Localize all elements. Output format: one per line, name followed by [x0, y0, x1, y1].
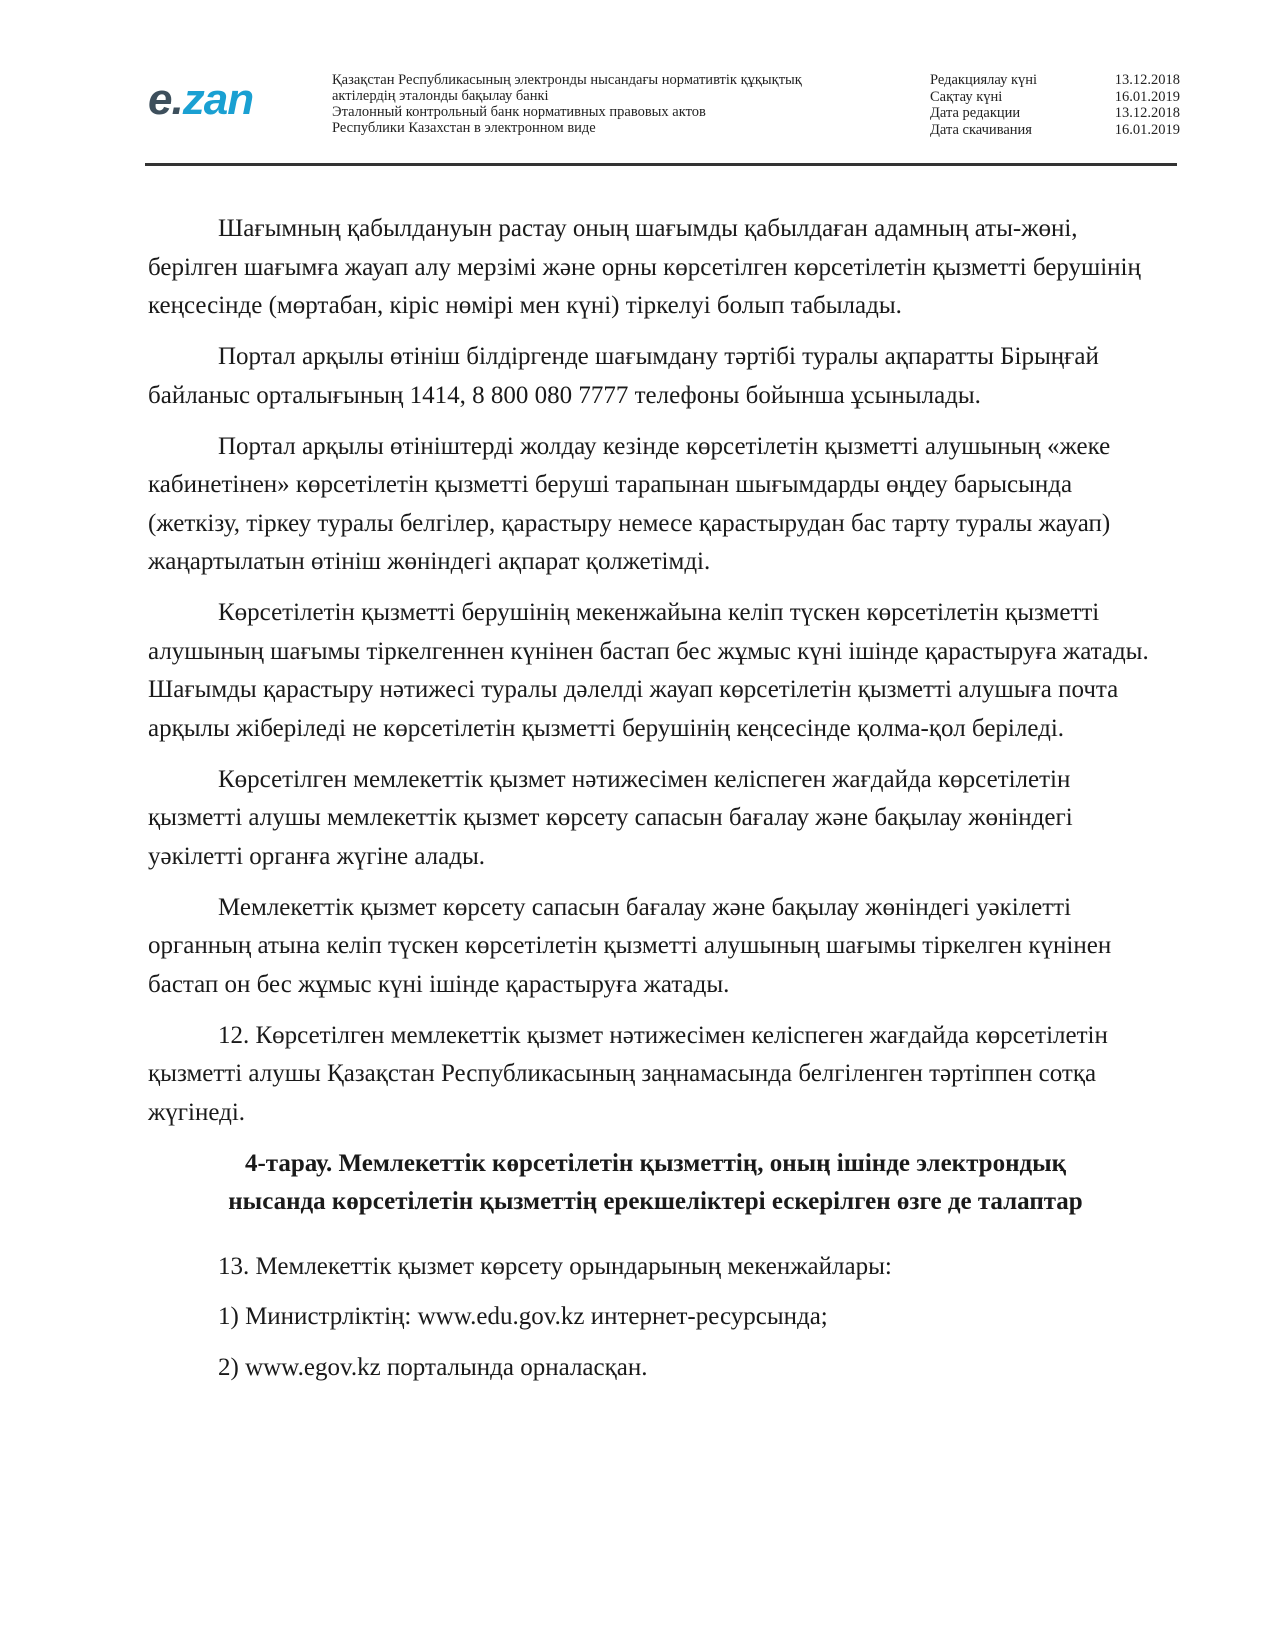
meta-label: Редакциялау күні	[930, 72, 1038, 88]
document-header	[0, 0, 1275, 170]
meta-row-edit-date-kz	[930, 72, 1180, 89]
bank-line: Эталонный контрольный банк нормативных правовых актов	[332, 104, 706, 120]
paragraph: Мемлекеттік қызмет көрсету сапасын бағалау және бақылау жөніндегі уәкілетті органның атына келіп түскен көрсетілетін қызметті алушының шағымы тіркелген күнінен бастап он бес жұмыс күні ішінде қарастыруға жатады.	[148, 893, 1112, 998]
bank-line: Қазақстан Республикасының электронды нысандағы нормативтік құқықтық	[332, 72, 802, 88]
bank-description	[332, 72, 892, 136]
bank-line: актілердің эталонды бақылау банкі	[332, 88, 549, 104]
meta-value: 13.12.2018	[1114, 105, 1180, 121]
bank-line: Республики Казахстан в электронном виде	[332, 120, 596, 136]
meta-row-edit-date-ru	[930, 105, 1180, 122]
list-item: 13. Мемлекеттік қызмет көрсету орындарының мекенжайлары:	[218, 1252, 892, 1280]
paragraph: Көрсетілген мемлекеттік қызмет нәтижесімен келіспеген жағдайда көрсетілетін қызметті алушы мемлекеттік қызмет көрсету сапасын бағалау және бақылау жөніндегі уәкілетті органға жүгіне алады.	[148, 765, 1073, 870]
meta-label: Дата редакции	[930, 105, 1021, 121]
meta-label: Сақтау күні	[930, 88, 1003, 105]
paragraph: 12. Көрсетілген мемлекеттік қызмет нәтижесімен келіспеген жағдайда көрсетілетін қызметті алушы Қазақстан Республикасының заңнамасында белгіленген тәртіппен сотқа жүгінеді.	[148, 1021, 1108, 1126]
chapter-heading	[148, 1145, 1163, 1222]
list-item: 1) Министрліктің: www.edu.gov.kz интернет-ресурсында;	[218, 1303, 828, 1330]
meta-value: 16.01.2019	[1114, 88, 1180, 105]
header-divider	[145, 163, 1177, 166]
paragraph: Портал арқылы өтініштерді жолдау кезінде көрсетілетін қызметті алушының «жеке кабинетінен» көрсетілетін қызметті беруші тарапынан шығымдарды өңдеу барысында (жеткізу, тіркеу туралы белгілер, қарастыру немесе қарастырудан бас тарту туралы жауап) жаңартылатын өтініш жөніндегі ақпарат қолжетімді.	[148, 432, 1111, 575]
meta-row-download-date-ru	[930, 122, 1180, 139]
meta-label: Дата скачивания	[930, 121, 1032, 138]
paragraph: Шағымның қабылдануын растау оның шағымды қабылдаған адамның аты-жөні, берілген шағымға жауап алу мерзімі және орны көрсетілген көрсетілетін қызметті берушінің кеңсесінде (мөртабан, кіріс нөмірі мен күні) тіркелуі болып табылады.	[148, 215, 1141, 319]
paragraph: Көрсетілетін қызметті берушінің мекенжайына келіп түскен көрсетілетін қызметті алушының шағымы тіркелгеннен күнінен бастап бес жұмыс күні ішінде қарастыруға жатады. Шағымды қарастыру нәтижесі туралы дәлелді жауап көрсетілетін қызметті алушыға почта арқылы жіберіледі не көрсетілетін қызметті берушінің кеңсесінде қолма-қол беріледі.	[148, 599, 1149, 742]
chapter-heading-line: 4-тарау. Мемлекеттік көрсетілетін қызметтің, оның ішінде электрондық	[244, 1149, 1067, 1177]
document-body	[148, 210, 1163, 1399]
list-item: 2) www.egov.kz порталында орналасқан.	[218, 1353, 648, 1381]
meta-value: 13.12.2018	[1114, 72, 1180, 88]
document-dates	[930, 72, 1180, 138]
meta-value: 16.01.2019	[1114, 121, 1180, 138]
meta-row-save-date-kz	[930, 89, 1180, 106]
paragraph: Портал арқылы өтініш білдіргенде шағымдану тәртібі туралы ақпаратты Бірыңғай байланыс орталығының 1414, 8 800 080 7777 телефоны бойынша ұсынылады.	[148, 343, 1099, 409]
chapter-heading-line: нысанда көрсетілетін қызметтің ерекшеліктері ескерілген өзге де талаптар	[228, 1188, 1083, 1215]
ezan-logo: e.zan	[148, 75, 254, 124]
